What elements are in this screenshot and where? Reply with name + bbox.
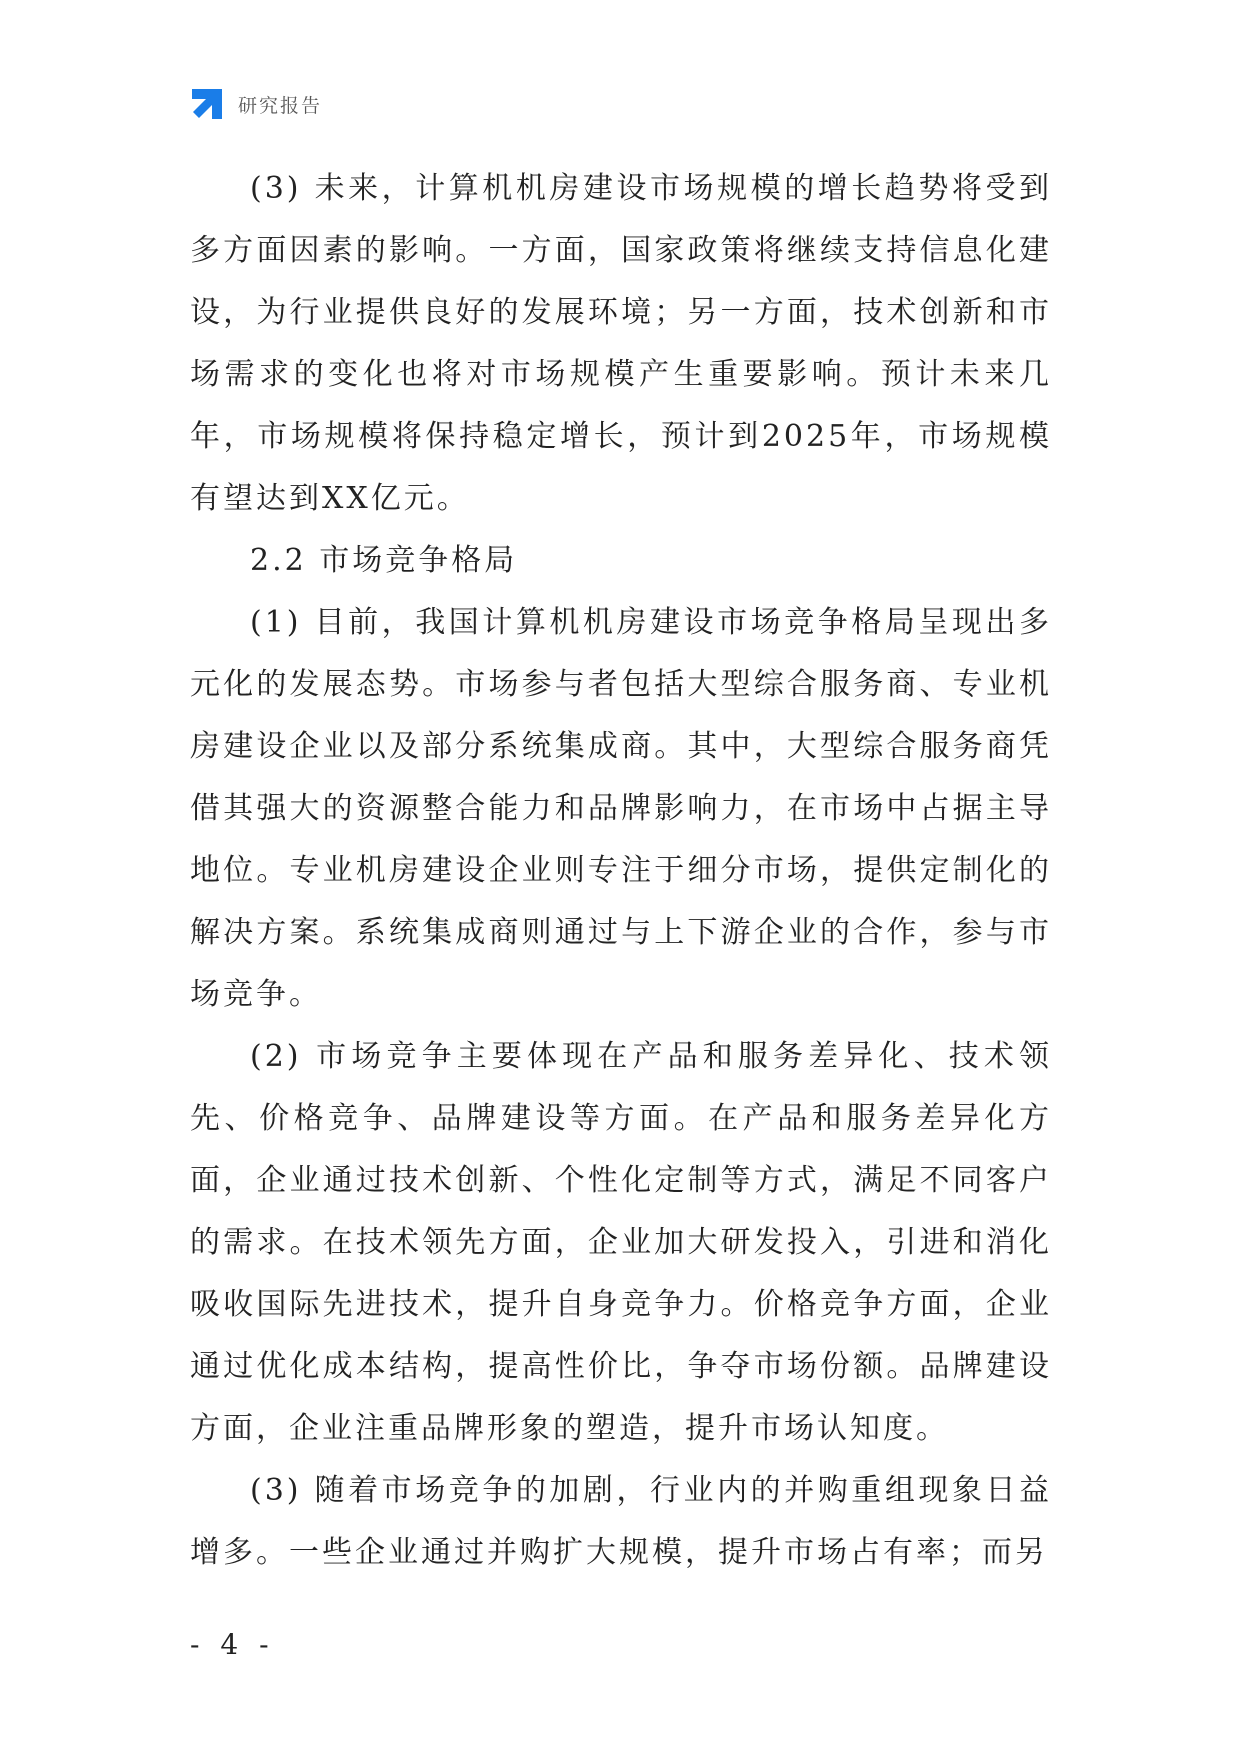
page-header: [190, 86, 322, 122]
paragraph-market-outlook: (3) 未来，计算机机房建设市场规模的增长趋势将受到多方面因素的影响。一方面，国家政策将继续支持信息化建设，为行业提供良好的发展环境；另一方面，技术创新和市场需求的变化也将对市场规模产生重要影响。预计未来几年，市场规模将保持稳定增长，预计到2025年，市场规模有望达到XX亿元。: [190, 171, 1052, 516]
section-heading: 2.2 市场竞争格局: [250, 543, 518, 578]
paragraph-competition-landscape: (1) 目前，我国计算机机房建设市场竞争格局呈现出多元化的发展态势。市场参与者包括大型综合服务商、专业机房建设企业以及部分系统集成商。其中，大型综合服务商凭借其强大的资源整合能力和品牌影响力，在市场中占据主导地位。专业机房建设企业则专注于细分市场，提供定制化的解决方案。系统集成商则通过与上下游企业的合作，参与市场竞争。: [190, 605, 1052, 1012]
document-body: [190, 158, 1052, 1584]
page-number: - 4 -: [190, 1628, 275, 1661]
arrow-logo-icon: [190, 87, 224, 121]
header-title: 研究报告: [238, 94, 323, 117]
paragraph-mergers: (3) 随着市场竞争的加剧，行业内的并购重组现象日益增多。一些企业通过并购扩大规模，提升市场占有率；而另: [190, 1473, 1052, 1570]
paragraph-competition-aspects: (2) 市场竞争主要体现在产品和服务差异化、技术领先、价格竞争、品牌建设等方面。在产品和服务差异化方面，企业通过技术创新、个性化定制等方式，满足不同客户的需求。在技术领先方面，企业加大研发投入，引进和消化吸收国际先进技术，提升自身竞争力。价格竞争方面，企业通过优化成本结构，提高性价比，争夺市场份额。品牌建设方面，企业注重品牌形象的塑造，提升市场认知度。: [190, 1039, 1052, 1446]
